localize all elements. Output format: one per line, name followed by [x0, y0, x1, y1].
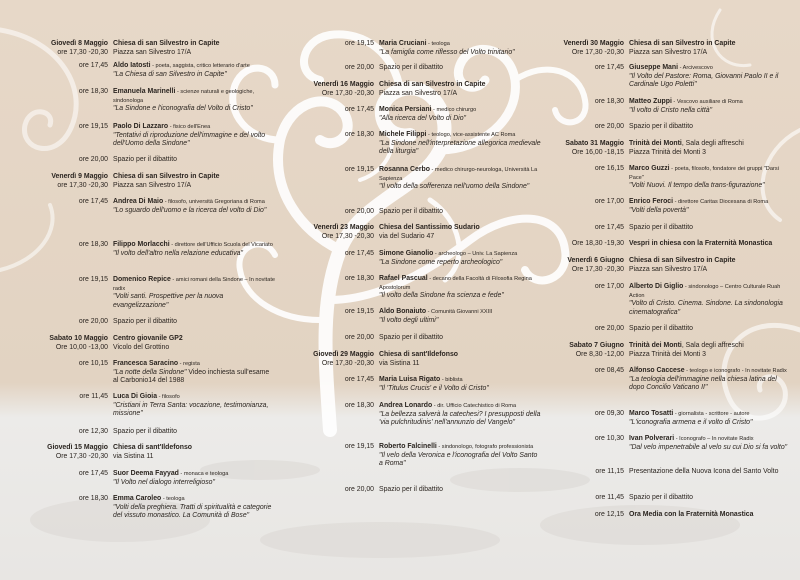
speaker-name: Emanuela Marinelli — [113, 88, 176, 95]
talk-time: ore 17,00 — [594, 283, 624, 290]
speaker-name: Michele Filippi — [379, 131, 427, 138]
slot-time: ore 20,00 — [78, 318, 108, 325]
venue-name: Chiesa di san Silvestro in Capite — [629, 257, 736, 264]
speaker-role: - filosofo, università Gregoriana di Roma — [163, 199, 265, 205]
speaker-role: - teologa — [161, 496, 185, 502]
slot-label: Spazio per il dibattito — [379, 64, 443, 71]
speaker-role: - biblista — [440, 377, 463, 383]
talk-time: ore 10,30 — [594, 435, 624, 442]
talk-title: "Il volto della sofferenza nell'uomo della Sindone" — [379, 183, 530, 191]
speaker-role: - poeta, saggista, critico letterario d'arte — [150, 63, 250, 69]
speaker-name: Domenico Repice — [113, 276, 171, 283]
talk-title: "Volti della preghiera. Tratti di spiritualità e categorie del vissuto monastico. La Comunità di Bose" — [113, 503, 272, 520]
talk-time: ore 18,30 — [78, 88, 108, 95]
talk-time: ore 19,15 — [344, 443, 374, 450]
talk-title: "Il Volto del Pastore: Roma, Giovanni Paolo II e il Cardinale Ugo Poletti" — [629, 72, 779, 89]
speaker-role: - teologo e iconografo - In novitate Radix — [684, 368, 787, 374]
venue-address: via Sistina 11 — [113, 452, 154, 460]
slot-label: Spazio per il dibattito — [113, 318, 177, 325]
venue-room: , Sala degli affreschi — [681, 342, 744, 349]
talk-time: ore 09,30 — [594, 410, 624, 417]
talk-time: ore 17,00 — [594, 198, 624, 205]
venue-name: Chiesa di san Silvestro in Capite — [379, 81, 486, 88]
talk-title: "Alla ricerca del Volto di Dio" — [379, 114, 466, 122]
talk-title: "La bellezza salverà la catechesi? I presupposti della 'via pulchritudinis' nell'annunzio del Vangelo" — [379, 410, 541, 427]
slot-label: Presentazione della Nuova Icona del Santo Volto — [629, 468, 779, 475]
venue-address: Piazza san Silvestro 17/A — [629, 265, 708, 273]
speaker-role: - sindonologo, fotografo professionista — [436, 444, 534, 450]
speaker-role: - direttore Caritas Diocesana di Roma — [673, 199, 769, 205]
talk-time: ore 18,30 — [594, 98, 624, 105]
slot-time: ore 20,00 — [344, 208, 374, 215]
event-date: Sabato 10 Maggio — [49, 335, 108, 342]
speaker-role: - filosofo — [157, 394, 180, 400]
slot-time: ore 17,45 — [594, 224, 624, 231]
slot-label: Spazio per il dibattito — [629, 224, 693, 231]
event-date: Venerdì 9 Maggio — [51, 173, 108, 180]
talk-title: "La Chiesa di san Silvestro in Capite" — [113, 70, 227, 78]
venue-address: Piazza Trinità dei Monti 3 — [629, 350, 706, 358]
venue-name: Chiesa di san Silvestro in Capite — [113, 173, 220, 180]
talk-time: ore 17,45 — [78, 198, 108, 205]
talk-time: ore 18,30 — [78, 241, 108, 248]
talk-title: "Lo sguardo dell'uomo e la ricerca del volto di Dio" — [113, 206, 267, 214]
venue-name: Trinità dei Monti — [629, 342, 682, 349]
slot-time: ore 20,00 — [344, 334, 374, 341]
venue-name: Chiesa di san Silvestro in Capite — [629, 40, 736, 47]
event-time: Ore 10,00 -13,00 — [55, 343, 108, 351]
speaker-role: - Comunità Giovanni XXIII — [426, 309, 493, 315]
speaker-name: Simone Gianolio — [379, 250, 434, 257]
speaker-role: - monaca e teologa — [178, 471, 229, 477]
slot-label: Spazio per il dibattito — [379, 334, 443, 341]
event-time: Ore 17,30 -20,30 — [321, 89, 374, 97]
talk-time: ore 19,15 — [78, 276, 108, 283]
talk-time: ore 17,45 — [344, 106, 374, 113]
talk-time: ore 08,45 — [594, 367, 624, 374]
speaker-role: - Arcivescovo — [678, 65, 713, 71]
talk-title: "Il volto di Cristo nella città" — [629, 106, 713, 114]
venue-address: via Sistina 11 — [379, 359, 420, 367]
speaker-name: Rosanna Cerbo — [379, 166, 430, 173]
talk-time: ore 19,15 — [344, 166, 374, 173]
speaker-name: Suor Deema Fayyad — [113, 470, 179, 477]
slot-time: ore 12,30 — [78, 428, 108, 435]
talk-time: ore 19,15 — [344, 308, 374, 315]
event-date: Giovedì 8 Maggio — [50, 40, 108, 47]
talk-title: "Il volto dell'altro nella relazione educativa" — [113, 249, 243, 257]
event-date: Venerdì 30 Maggio — [563, 40, 624, 47]
talk-title: "Tentativi di riproduzione dell'immagine e del volto dell'Uomo della Sindone" — [113, 131, 266, 148]
event-date: Sabato 7 Giugno — [569, 342, 624, 349]
speaker-name: Luca Di Gioia — [113, 393, 158, 400]
speaker-role: - teologo, vice-assistente AC Roma — [426, 132, 516, 138]
venue-name: Trinità dei Monti — [629, 140, 682, 147]
speaker-role: - teologa — [426, 41, 450, 47]
talk-title: "Il volto degli ultimi" — [379, 316, 439, 324]
talk-time: ore 19,15 — [78, 123, 108, 130]
talk-time: ore 17,45 — [344, 376, 374, 383]
talk-title: "Il Volto nel dialogo interreligioso" — [113, 478, 215, 486]
venue-name: Centro giovanile GP2 — [113, 335, 183, 342]
event-time: Ore 16,00 -18,15 — [571, 148, 624, 156]
talk-title: "Il velo della Veronica e l'iconografia del Volto Santo a Roma" — [379, 451, 538, 468]
speaker-name: Marco Tosatti — [629, 410, 674, 417]
talk-title: "La notte della Sindone" — [113, 368, 187, 376]
speaker-name: Roberto Falcinelli — [379, 443, 437, 450]
talk-time: ore 17,45 — [594, 64, 624, 71]
speaker-name: Andrea Di Maio — [113, 198, 164, 205]
speaker-name: Francesca Saracino — [113, 360, 179, 367]
speaker-role: - medico chirurgo — [431, 107, 477, 113]
slot-label: Spazio per il dibattito — [379, 486, 443, 493]
speaker-role: - giornalista - scrittore - autore — [673, 411, 750, 417]
slot-time: Ore 18,30 -19,30 — [571, 240, 624, 247]
venue-address: Piazza san Silvestro 17/A — [629, 48, 708, 56]
event-time: ore 17,30 -20,30 — [57, 181, 108, 189]
talk-time: ore 10,15 — [78, 360, 108, 367]
talk-time: ore 18,30 — [344, 275, 374, 282]
talk-title: "Volti della povertà" — [629, 206, 689, 214]
talk-title: "Cristiani in Terra Santa: vocazione, testimonianza, missione" — [113, 401, 269, 418]
talk-title: "Volti Nuovi. Il tempo della trans-figurazione" — [629, 182, 765, 190]
slot-time: ore 20,00 — [78, 156, 108, 163]
venue-name: Chiesa di sant'Ildefonso — [379, 351, 458, 358]
speaker-name: Alberto Di Giglio — [629, 283, 684, 290]
event-date: Giovedì 29 Maggio — [313, 351, 374, 358]
slot-time: ore 20,00 — [344, 486, 374, 493]
speaker-role: - archeologo – Univ. La Sapienza — [433, 251, 518, 257]
talk-title: "La famiglia come riflesso del Volto trinitario" — [379, 48, 515, 56]
venue-address: Piazza Trinità dei Monti 3 — [629, 148, 706, 156]
talk-time: ore 17,45 — [344, 250, 374, 257]
venue-address: Vicolo del Grottino — [113, 343, 170, 351]
speaker-role: - amici romani della Sindone – In novitate radix — [113, 277, 275, 292]
talk-time: ore 17,45 — [78, 62, 108, 69]
speaker-role: - fisico dell'Enea — [168, 124, 211, 130]
talk-title: "Volto di Cristo. Cinema. Sindone. La sindonologia cinematografica" — [629, 300, 783, 316]
venue-address: via del Sudario 47 — [379, 232, 435, 240]
talk-time: ore 19,15 — [344, 40, 374, 47]
venue-address: Piazza san Silvestro 17/A — [113, 48, 192, 56]
event-date: Venerdì 6 Giugno — [567, 257, 624, 264]
speaker-name: Rafael Pascual — [379, 275, 428, 282]
talk-title: "L'iconografia armena e il volto di Cristo" — [629, 418, 753, 426]
talk-time: ore 18,30 — [344, 402, 374, 409]
speaker-name: Maria Luisa Rigato — [379, 376, 441, 383]
event-time: Ore 8,30 -12,00 — [575, 350, 624, 358]
slot-label: Spazio per il dibattito — [629, 123, 693, 130]
speaker-name: Monica Persiani — [379, 106, 432, 113]
event-date: Giovedì 15 Maggio — [47, 444, 108, 451]
talk-title: "La teologia dell'immagine nella chiesa latina del dopo Concilio Vaticano II" — [629, 375, 777, 392]
speaker-name: Alfonso Caccese — [629, 367, 685, 374]
slot-time: ore 11,15 — [595, 468, 624, 475]
speaker-role: - Vescovo ausiliare di Roma — [671, 99, 743, 105]
speaker-name: Andrea Lonardo — [379, 402, 433, 409]
event-date: Venerdì 23 Maggio — [313, 224, 374, 231]
speaker-role: - scienze naturali e geologiche, sindonologa — [113, 89, 255, 104]
talk-title: "La Sindone e l'iconografia del Volto di Cristo" — [113, 105, 253, 113]
speaker-name: Aldo Bonaiuto — [379, 308, 427, 315]
talk-title: "La Sindone come reperto archeologico" — [379, 258, 503, 266]
speaker-role: - Iconografo – In novitate Radix — [674, 436, 754, 442]
event-time: Ore 17,30 -20,30 — [55, 452, 108, 460]
event-date: Sabato 31 Maggio — [565, 140, 624, 147]
event-time: Ore 17,30 -20,30 — [321, 232, 374, 240]
speaker-role: - regista — [178, 361, 200, 367]
talk-title: "Dal velo impenetrabile al velo su cui Dio si fa volto" — [629, 443, 788, 451]
speaker-name: Paolo Di Lazzaro — [113, 123, 169, 130]
venue-room: , Sala degli affreschi — [681, 140, 744, 147]
venue-address: Piazza san Silvestro 17/A — [379, 89, 458, 97]
slot-label: Spazio per il dibattito — [379, 208, 443, 215]
speaker-name: Marco Guzzi — [629, 165, 670, 172]
speaker-name: Giuseppe Mani — [629, 64, 679, 71]
talk-time: ore 17,45 — [78, 470, 108, 477]
talk-time: ore 16,15 — [594, 165, 624, 172]
slot-label: Vespri in chiesa con la Fraternità Monastica — [629, 240, 773, 247]
slot-time: ore 11,45 — [595, 494, 624, 501]
talk-title: "Volti santi. Prospettive per la nuova evangelizzazione" — [113, 293, 224, 309]
talk-time: ore 11,45 — [79, 393, 108, 400]
event-time: Ore 17,30 -20,30 — [321, 359, 374, 367]
speaker-role: - poeta, filosofo, fondatore dei gruppi "Darsi Pace" — [629, 166, 779, 181]
slot-label: Spazio per il dibattito — [629, 494, 693, 501]
speaker-name: Aldo Iatosti — [113, 62, 151, 69]
slot-time: ore 20,00 — [344, 64, 374, 71]
event-time: ore 17,30 -20,30 — [57, 48, 108, 56]
venue-address: Piazza san Silvestro 17/A — [113, 181, 192, 189]
speaker-role: - dir. Ufficio Catechistico di Roma — [432, 403, 517, 409]
speaker-name: Ivan Polverari — [629, 435, 675, 442]
slot-label: Spazio per il dibattito — [629, 325, 693, 332]
slot-label: Spazio per il dibattito — [113, 156, 177, 163]
venue-name: Chiesa di sant'Ildefonso — [113, 444, 192, 451]
speaker-role: - medico chirurgo-neurologa, Università La Sapienza — [379, 167, 538, 182]
speaker-name: Matteo Zuppi — [629, 98, 672, 105]
venue-name: Chiesa del Santissimo Sudario — [379, 224, 480, 231]
slot-time: ore 20,00 — [594, 325, 624, 332]
speaker-name: Emma Caroleo — [113, 495, 162, 502]
slot-label: Ora Media con la Fraternità Monastica — [629, 511, 754, 518]
talk-description: Video inchiesta sull'esame al Carbonio14 del 1988 — [113, 368, 270, 385]
speaker-name: Filippo Morlacchi — [113, 241, 170, 248]
talk-time: ore 18,30 — [344, 131, 374, 138]
speaker-role: - decano della Facoltà di Filosofia Regina Apostolorum — [379, 276, 532, 291]
slot-time: ore 20,00 — [594, 123, 624, 130]
talk-title: "La Sindone nell'interpretazione allegorica medievale della liturgia" — [379, 139, 541, 156]
event-time: Ore 17,30 -20,30 — [571, 265, 624, 273]
event-date: Venerdì 16 Maggio — [313, 81, 374, 88]
talk-title: "Il 'Titulus Crucis' e il Volto di Cristo" — [379, 384, 489, 392]
slot-time: ore 12,15 — [594, 511, 624, 518]
talk-title: "Il volto della Sindone fra scienza e fede" — [379, 292, 504, 300]
speaker-role: - direttore dell'Ufficio Scuola del Vicariato — [169, 242, 273, 248]
talk-time: ore 18,30 — [78, 495, 108, 502]
speaker-name: Enrico Feroci — [629, 198, 674, 205]
venue-name: Chiesa di san Silvestro in Capite — [113, 40, 220, 47]
slot-label: Spazio per il dibattito — [113, 428, 177, 435]
event-time: Ore 17,30 -20,30 — [571, 48, 624, 56]
speaker-role: - sindonologo – Centro Culturale Ruah Action — [629, 284, 781, 299]
speaker-name: Maria Cruciani — [379, 40, 427, 47]
